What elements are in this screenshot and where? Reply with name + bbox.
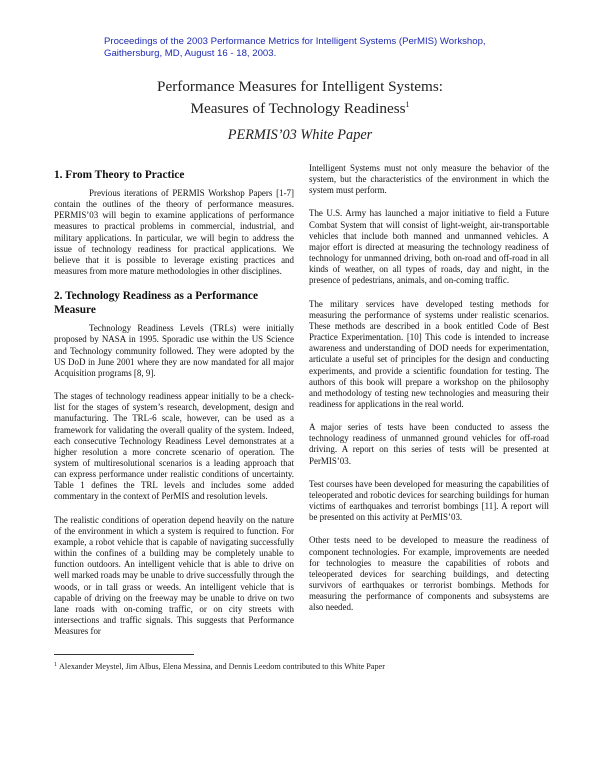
section-heading: 1. From Theory to Practice — [54, 169, 185, 181]
section-heading: 2. Technology Readiness as a Performance Measure — [54, 290, 258, 317]
footnote-divider — [54, 654, 194, 655]
paper-title-line1: Performance Measures for Intelligent Systems: — [157, 78, 443, 95]
body-paragraph: The U.S. Army has launched a major initiative to field a Future Combat System that will consist of light-weight, air-transportable vehicles that include both manned and unmanned vehicles. A major effort is directed at measuring the technology readiness of technology for unmanned driving, both on-road and off-road in all kinds of weather, on all types of roads, day and night, in the presence of pedestrians, animals, and on-coming traffic. — [309, 208, 549, 286]
footnote-mark: 1 — [54, 662, 57, 668]
body-paragraph: The military services have developed testing methods for measuring the performance of systems under realistic scenarios. These methods are described in a book entitled Code of Best Practice Experimentation. [10] This code is intended to increase awareness and understanding of DOD needs for experimentation, articulate a useful set of principles for the design and conducting experiments, and provide a scientific foundation for testing. The authors of this book will prepare a workshop on the philosophy and methodology of testing new technologies and measuring their readiness for applications in the real world. — [309, 298, 549, 409]
footnote-text: Alexander Meystel, Jim Albus, Elena Messina, and Dennis Leedom contributed to this White Paper — [59, 662, 385, 671]
proceedings-header-line2: Gaithersburg, MD, August 16 - 18, 2003. — [104, 48, 277, 59]
body-paragraph: Technology Readiness Levels (TRLs) were initially proposed by NASA in 1995. Sporadic use within the US Science and Technology community followed. They were adopted by the US DoD in June 2001 where they are now mandated for all major Acquisition programs [8, 9]. — [54, 323, 294, 378]
footnote — [54, 660, 554, 672]
title-footnote-mark: 1 — [405, 100, 410, 109]
proceedings-header-line1: Proceedings of the 2003 Performance Metrics for Intelligent Systems (PerMIS) Workshop, — [104, 36, 486, 47]
proceedings-header — [104, 36, 534, 60]
body-paragraph: A major series of tests have been conducted to assess the technology readiness of unmanned ground vehicles for off-road driving. A report on this series of tests will be presented at PerMIS’03. — [309, 422, 549, 466]
body-paragraph: The realistic conditions of operation depend heavily on the nature of the environment in which a system is required to function. For example, a robot vehicle that is capable of navigating successfully within the confines of a building may be completely unable to function outdoors. An intelligent vehicle that is able to drive on well marked roads may be unable to drive successfully through the woods, or in tall grass or weeds. An intelligent vehicle that is capable of driving on the freeway may be unable to drive on two lane roads with on-coming traffic, or on city streets with intersections and traffic signals. This suggests that Performance Measures for — [54, 514, 294, 637]
paper-title — [0, 78, 600, 118]
body-paragraph: Intelligent Systems must not only measure the behavior of the system, but the characteristics of the environment in which the system must perform. — [309, 163, 549, 196]
right-column — [309, 163, 549, 625]
paper-title-line2-text: Measures of Technology Readiness — [190, 100, 406, 117]
paper-subtitle: PERMIS’03 White Paper — [227, 127, 373, 143]
body-paragraph: Previous iterations of PERMIS Workshop Papers [1-7] contain the outlines of the theory of performance measures. PERMIS’03 will begin to examine applications of performance measures to practical problems in commercial, industrial, and military applications. In particular, we will begin to address the issue of technology readiness for practical applications. We believe that it is possible to leverage existing practices and measures from more mature methodologies in other disciplines. — [54, 188, 294, 277]
left-column — [54, 163, 294, 649]
body-paragraph: Other tests need to be developed to measure the readiness of component technologies. For example, improvements are needed for technologies to measure the capabilities of robots and teleoperated devices for searching buildings, and detecting survivors of earthquakes or terrorist bombings. Methods for measuring the performance of components and subsystems are also needed. — [309, 535, 549, 613]
paper-title-line2 — [0, 96, 600, 118]
body-paragraph: Test courses have been developed for measuring the capabilities of teleoperated and robotic devices for searching buildings for human victims of earthquakes and terrorist bombings [11]. A report will be presented on this activity at PerMIS’03. — [309, 478, 549, 523]
body-paragraph: The stages of technology readiness appear initially to be a check-list for the stages of system’s research, development, design and manufacturing. The TRL-6 scale, however, can be used as a framework for validating the overall quality of the system. Indeed, each consecutive Technology Readiness Level demonstrates at a higher resolution a more concrete scenario of operation. The system of multiresolutional scenarios is a leading approach that can express performance under realistic conditions of uncertainty. Table 1 defines the TRL levels and includes some added commentary in the context of PerMIS and resolution levels. — [54, 391, 294, 502]
